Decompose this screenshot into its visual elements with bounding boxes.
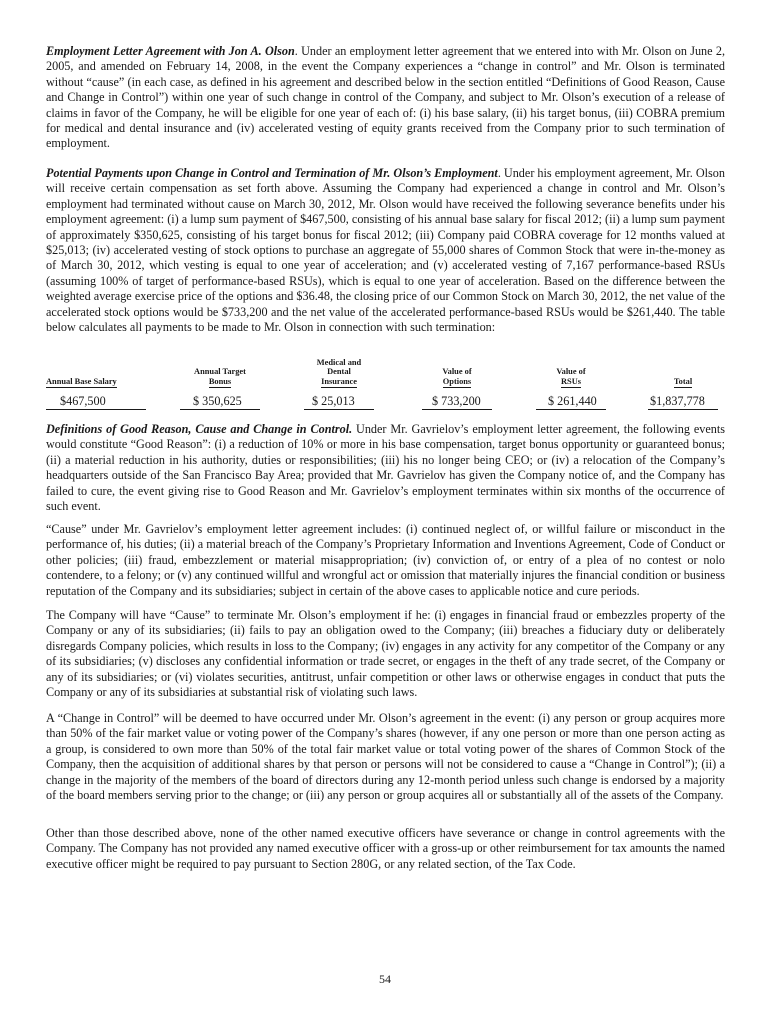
table-row-rule <box>648 409 718 410</box>
paragraph-lead-heading: Employment Letter Agreement with Jon A. Olson <box>46 44 295 58</box>
paragraph-body: . Under an employment letter agreement that we entered into with Mr. Olson on June 2, 2005, and amended on February 14, 2008, in the event the Company experiences a “change in control” and Mr. Olson is terminated without “cause” (in each case, as defined in his agreement and described below in the section entitled “Definitions of Good Reason, Cause and Change in Control”) within one year of such change in control of the Company, and subject to Mr. Olson’s execution of a release of claims in favor of the Company, he will be eligible for one year of each of: (i) his base salary, (ii) his target bonus, (iii) COBRA premium for medical and dental insurance and (iv) accelerated vesting of equity grants received from the Company prior to such termination of employment. <box>46 44 726 151</box>
table-header-value-of-rsus: Value of RSUs <box>536 352 606 388</box>
paragraph-lead-heading: Definitions of Good Reason, Cause and Change in Control. <box>46 422 353 436</box>
table-header-annual-base-salary: Annual Base Salary <box>46 352 146 388</box>
table-cell-value-of-rsus: $ 261,440 <box>548 394 597 408</box>
table-header-medical-dental-insurance: Medical and Dental Insurance <box>304 352 374 388</box>
table-row-rule <box>304 409 374 410</box>
table-row-rule <box>180 409 260 410</box>
table-cell-total: $1,837,778 <box>650 394 705 408</box>
gavrielov-cause-paragraph: “Cause” under Mr. Gavrielov’s employment letter agreement includes: (i) continued neglect of, or willful failure or misconduct in the performance of, his duties; (ii) a material breach of the Company’s Proprietary Information and Inventions Agreement, Code of Conduct or other policies; (iii) fraud, embezzlement or material misappropriation; (iv) conviction of, or entry of a plea of no contest or nolo contendere, to a felony; or (v) any continued willful and wrongful act or omission that materially injures the financial condition or business reputation of the Company and its subsidiaries; subject in certain of the above cases to applicable notice and cure periods. <box>46 522 725 598</box>
page-number: 54 <box>379 972 391 986</box>
paragraph-lead-heading: Potential Payments upon Change in Control and Termination of Mr. Olson’s Employment <box>46 166 498 180</box>
table-header-value-of-options: Value of Options <box>422 352 492 388</box>
table-row-rule <box>422 409 492 410</box>
change-in-control-paragraph: A “Change in Control” will be deemed to have occurred under Mr. Olson’s agreement in the event: (i) any person or group acquires more than 50% of the fair market value or voting power of the Company’s shares (however, if any one person or more than one person acting as a group, is considered to own more than 50% of the total fair market value or total voting power of the shares of Common Stock of the Company, then the acquisition of additional shares by that person or persons will not be considered to cause a “Change in Control”); (ii) a change in the majority of the members of the board of directors during any 12-month period unless such change is endorsed by a majority of the board members serving prior to the change; or (iii) any person or group acquires all or substantially all of the assets of the Company. <box>46 711 725 803</box>
table-header-total: Total <box>648 352 718 388</box>
paragraph-body: . Under his employment agreement, Mr. Olson will receive certain compensation as set forth above. Assuming the Company had experienced a change in control and Mr. Olson’s employment had terminated without cause on March 30, 2012, Mr. Olson would have received the following severance benefits under his employment agreement: (i) a lump sum payment of $467,500, consisting of his annual base salary for fiscal 2012; (ii) a lump sum payment of approximately $350,625, consisting of his target bonus for fiscal 2012; (iii) Company paid COBRA coverage for 12 months valued at $25,013; (iv) accelerated vesting of stock options to purchase an aggregate of 55,000 shares of Common Stock that were in-the-money as of March 30, 2012, which vesting is equal to one year of acceleration; and (v) accelerated vesting of 7,167 performance-based RSUs (assuming 100% of target of performance-based RSUs), which is equal to one year of acceleration. Based on the difference between the weighted average exercise price of the options and $36.48, the closing price of our Common Stock on March 30, 2012, the net value of the accelerated stock options would be $733,200 and the net value of the accelerated performance-based RSUs would be $261,440. The table below calculates all payments to be made to Mr. Olson in connection with such termination: <box>46 166 725 335</box>
table-row-rule <box>46 409 146 410</box>
other-executives-paragraph: Other than those described above, none of the other named executive officers have severance or change in control agreements with the Company. The Company has not provided any named executive officer with a gross-up or other reimbursement for tax amounts the named executive officer might be required to pay pursuant to Section 280G, or any related section, of the Tax Code. <box>46 826 725 871</box>
olson-potential-payments-paragraph <box>46 166 725 335</box>
good-reason-definitions-paragraph <box>46 422 725 514</box>
table-row-rule <box>536 409 606 410</box>
table-header-annual-target-bonus: Annual Target Bonus <box>180 352 260 388</box>
table-cell-annual-base-salary: $467,500 <box>60 394 106 408</box>
olson-employment-letter-paragraph <box>46 44 725 152</box>
table-cell-medical-dental-insurance: $ 25,013 <box>312 394 355 408</box>
table-cell-annual-target-bonus: $ 350,625 <box>193 394 242 408</box>
olson-cause-paragraph: The Company will have “Cause” to terminate Mr. Olson’s employment if he: (i) engages in financial fraud or embezzles property of the Company or any of its subsidiaries; (ii) fails to pay an obligation owed to the Company; (iii) breaches a fiduciary duty or deliberately disregards Company policies, which results in loss to the Company; (iv) engages in any activity for any competitor of the Company or any of its subsidiaries; (v) discloses any confidential information or trade secret, or engages in the theft of any trade secret, of the Company or any of its subsidiaries; or (vi) violates securities, antitrust, unfair competition or other laws or otherwise engages in conduct that puts the Company or any of its subsidiaries at substantial risk of violating such laws. <box>46 608 725 700</box>
paragraph-body: Under Mr. Gavrielov’s employment letter agreement, the following events would constitute “Good Reason”: (i) a reduction of 10% or more in his base compensation, target bonus opportunity or guaranteed bonus; (ii) a material reduction in his authority, duties or responsibilities; (iii) his no longer being CEO; or (iv) a relocation of the Company’s headquarters outside of the San Francisco Bay Area; provided that Mr. Gavrielov has given the Company notice of, and the Company has failed to cure, the event giving rise to Good Reason and Mr. Gavrielov’s employment terminates within six months of the occurrence of such event. <box>46 422 725 514</box>
table-cell-value-of-options: $ 733,200 <box>432 394 481 408</box>
